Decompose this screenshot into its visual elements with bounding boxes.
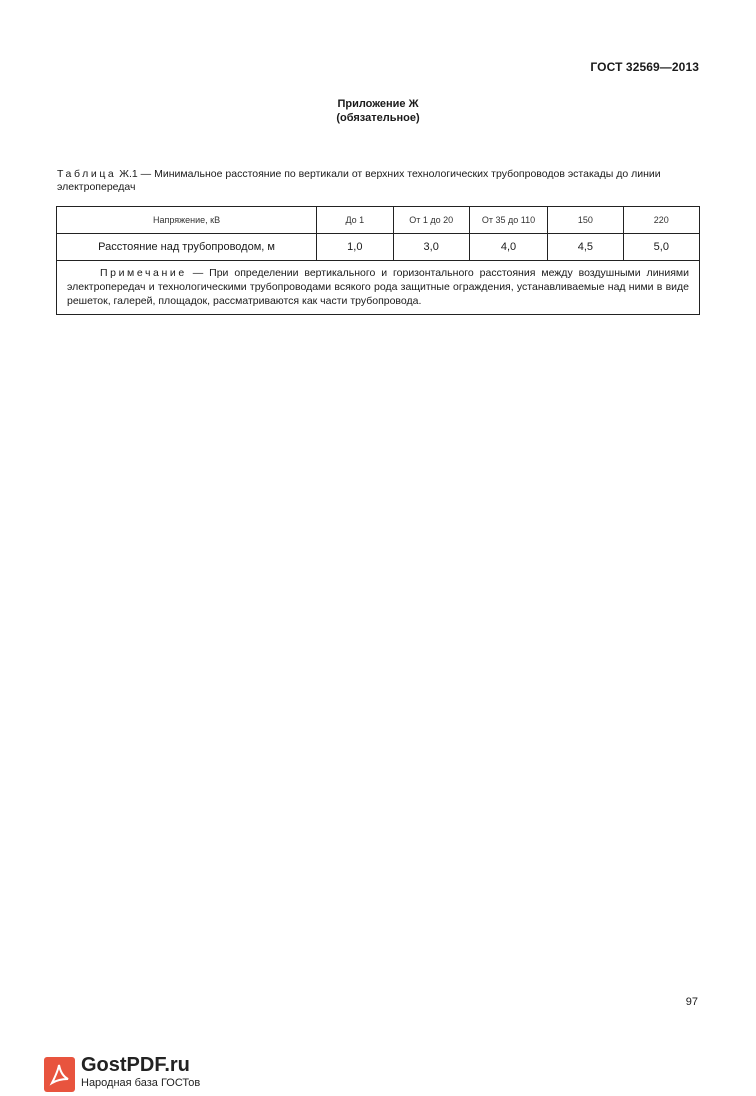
distance-table — [56, 206, 700, 315]
header-cell: 220 — [623, 207, 699, 234]
row-label-cell: Расстояние над трубопроводом, м — [57, 234, 317, 261]
header-cell: До 1 — [317, 207, 393, 234]
brand-name: GostPDF.ru — [81, 1054, 190, 1076]
document-code: ГОСТ 32569—2013 — [590, 60, 699, 74]
page-number: 97 — [685, 996, 698, 1008]
table-caption-text: Ж.1 — Минимальное расстояние по вертикали от верхних технологических трубопроводов эстакады до линии электропередач — [57, 168, 661, 193]
appendix-subtitle: (обязательное) — [336, 112, 420, 124]
table-note-row — [57, 261, 700, 315]
appendix-heading — [0, 97, 756, 125]
pdf-logo-icon — [44, 1057, 75, 1092]
note-text: — При определении вертикального и горизонтального расстояния между воздушными линиями электропередач и технологическими трубопроводами всякого рода защитные ограждения, устанавливаемые над ними в виде решеток, галерей, площадок, рассматриваются как части трубопровода. — [67, 267, 689, 307]
appendix-title: Приложение Ж — [337, 98, 419, 110]
header-label-cell: Напряжение, кВ — [57, 207, 317, 234]
header-cell: От 1 до 20 — [393, 207, 469, 234]
brand-tagline: Народная база ГОСТов — [81, 1077, 201, 1089]
header-cell: 150 — [548, 207, 623, 234]
value-cell: 1,0 — [317, 234, 393, 261]
value-cell: 3,0 — [393, 234, 469, 261]
value-cell: 4,5 — [548, 234, 623, 261]
header-cell: От 35 до 110 — [469, 207, 547, 234]
note-prefix: Примечание — [100, 267, 187, 279]
table-row — [57, 234, 700, 261]
value-cell: 5,0 — [623, 234, 699, 261]
table-header-row — [57, 207, 700, 234]
table-caption-prefix: Таблица — [57, 168, 117, 180]
value-cell: 4,0 — [469, 234, 547, 261]
table-note — [57, 261, 700, 315]
table-caption — [57, 168, 699, 194]
